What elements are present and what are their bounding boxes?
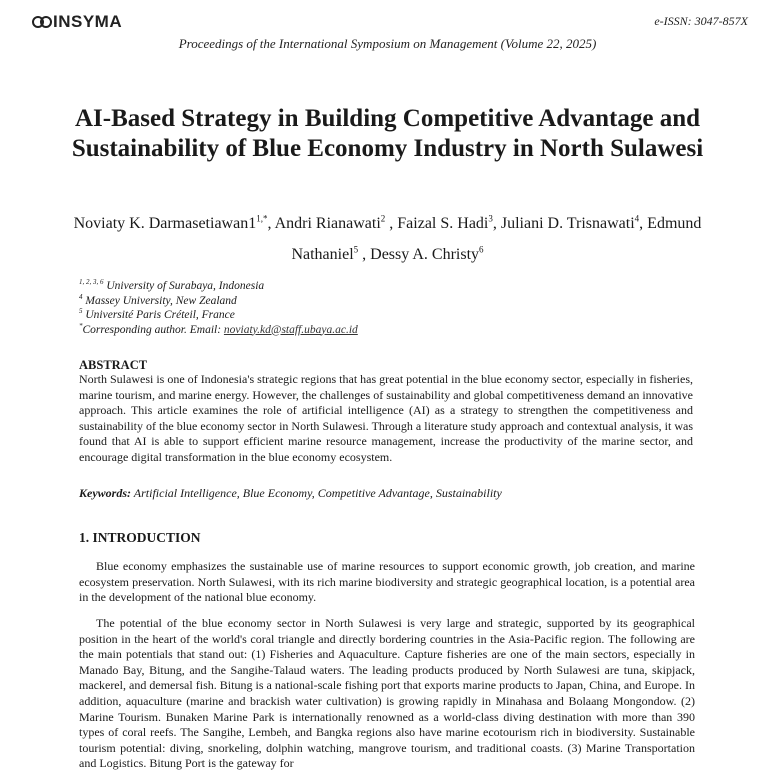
author-name: Dessy A. Christy xyxy=(370,246,480,263)
author-name: Juliani D. Trisnawati xyxy=(500,215,635,232)
author-name: Faizal S. Hadi xyxy=(397,215,489,232)
keywords-list: Artificial Intelligence, Blue Economy, Competitive Advantage, Sustainability xyxy=(133,486,502,500)
author-name: Andri Rianawati xyxy=(274,215,381,232)
intro-paragraph-1: Blue economy emphasizes the sustainable use of marine resources to support economic growth, job creation, and marine ecosystem preservation. North Sulawesi, with its rich marine biodiversity and strategic geographical location, is a potential area in the development of the national blue economy. xyxy=(79,559,695,605)
author-affiliation-mark: 1,* xyxy=(256,213,268,224)
author-affiliation-mark: 2 xyxy=(380,213,386,224)
author-affiliation-mark: 5 xyxy=(353,244,359,255)
author-name: Edmund Nathaniel xyxy=(291,215,702,263)
abstract-heading: ABSTRACT xyxy=(79,358,148,372)
keywords-label: Keywords: xyxy=(79,486,131,500)
affiliation-3: $^5$ Université Paris Créteil, France xyxy=(79,307,235,321)
abstract-body: North Sulawesi is one of Indonesia's strategic regions that has great potential in the blue economy sector, especially in fisheries, marine tourism, and marine energy. However, the challenges of sustainability and global competitiveness demand an innovative approach. This article examines the role of artificial intelligence (AI) as a strategy to strengthen the competitiveness and sustainability of the blue economy sector in North Sulawesi. Through a literature study approach and contextual analysis, it was found that AI is able to support efficient marine resource management, increase the productivity of the marine sector, and encourage digital transformation in the blue economy ecosystem. xyxy=(79,372,693,464)
corresponding-email-link[interactable]: noviaty.kd@staff.ubaya.ac.id xyxy=(223,323,358,336)
affiliation-2: $^4$ Massey University, New Zealand xyxy=(79,292,237,307)
proceedings-line: Proceedings of the International Symposium on Management (Volume 22, 2025) xyxy=(178,36,597,51)
author-affiliation-mark: 6 xyxy=(479,244,484,255)
insyma-logo xyxy=(32,12,122,32)
intro-paragraph-2: The potential of the blue economy sector in North Sulawesi is very large and strategic, supported by its geographical position in the heart of the world's coral triangle and directly bordering countries in the Asia-Pacific region. The following are the main potentials that stand out: (1) Fisheries and Aquaculture. Capture fisheries are one of the main sectors, especially in Manado Bay, Bitung, and the Sangihe-Talaud waters. The leading products produced by North Sulawesi are tuna, skipjack, mackerel, and demersal fish. Bitung is a national-scale fishing port that exports marine products to Japan, China, and Europe. In addition, aquaculture (marine and brackish water cultivation) is growing rapidly in Minahasa and Bolaang Mongondow. (2) Marine Tourism. Bunaken Marine Park is internationally renowned as a world-class diving destination with more than 390 types of coral reefs. The Sangihe, Lembeh, and Bangka regions also have marine ecotourism rich in biodiversity. Sustainable tourism potential: diving, snorkeling, dolphin watching, mangrove tourism, and traditional coasts. (3) Marine Transportation and Logistics. Bitung Port is the gateway for xyxy=(79,616,695,771)
author-list: Noviaty K. $Darmasetiawan1^{1,*}$, Andri Rianawati$^2$ , Faizal S. Hadi$^3$, Juliani D. Trisnawati$^4$, Edmund Nathaniel$^5$ , Dessy A. Christy$^6$ xyxy=(73,213,702,263)
affiliations xyxy=(79,279,358,337)
intro-heading: 1. INTRODUCTION xyxy=(79,530,201,545)
author-name: Noviaty K. Darmasetiawan1 xyxy=(73,215,257,232)
corresponding-author: *Corresponding author. Email: noviaty.kd@staff.ubaya.ac.id xyxy=(79,321,358,336)
issn: e-ISSN: 3047-857X xyxy=(654,14,748,28)
author-affiliation-mark: 4 xyxy=(634,213,640,224)
author-affiliation-mark: 3 xyxy=(488,213,493,224)
logo-mark-icon xyxy=(32,14,52,30)
affiliation-1: $^{1, 2, 3, 6}$ University of Surabaya, Indonesia xyxy=(79,278,265,292)
paper-title: AI-Based Strategy in Building Competitive Advantage and Sustainability of Blue Economy Industry in North Sulawesi xyxy=(71,105,704,162)
logo-text: INSYMA xyxy=(53,12,123,31)
keywords xyxy=(79,486,699,501)
